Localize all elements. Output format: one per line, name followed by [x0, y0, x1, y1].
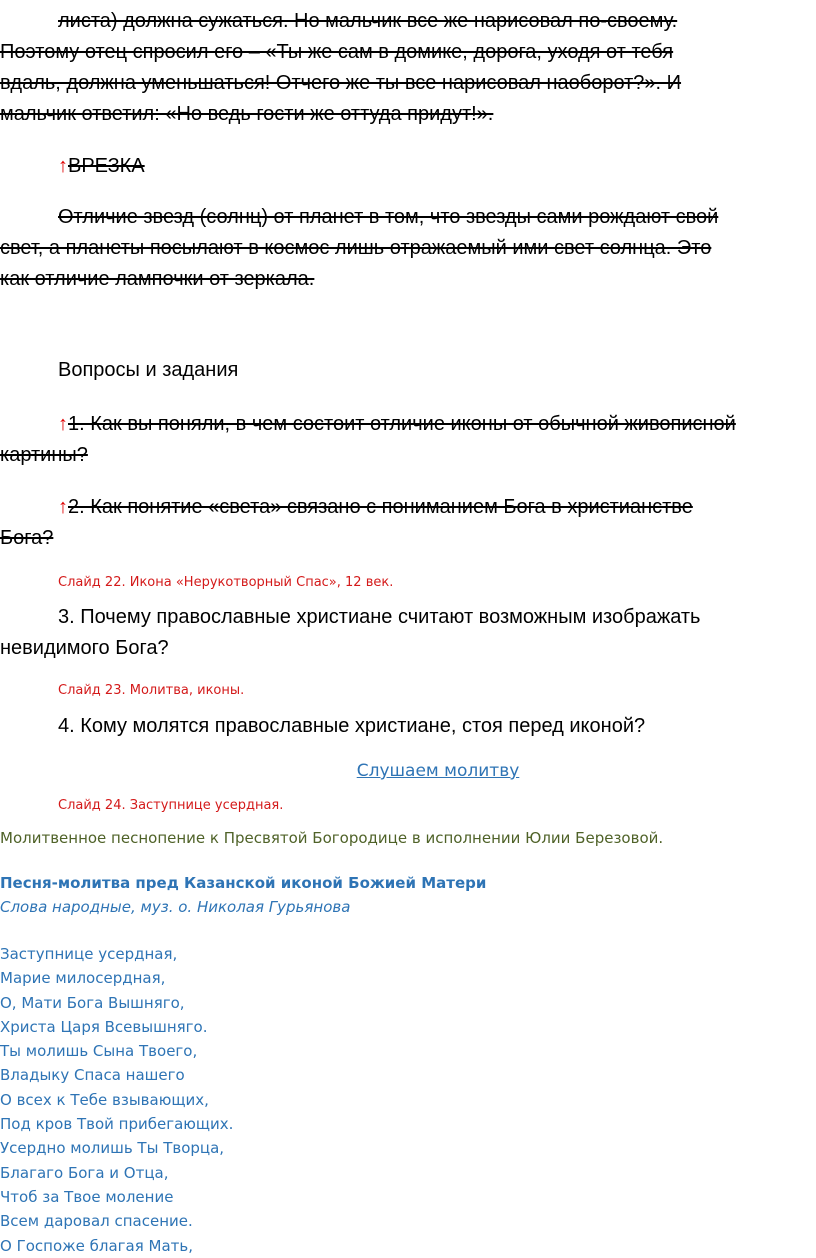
slide-note: Слайд 23. Молитва, иконы. — [58, 683, 245, 698]
text-line: Отличие звезд (солнц) от планет в том, что звезды сами рождают свой — [58, 206, 719, 228]
lyric-line: Под кров Твой прибегающих. — [0, 1115, 234, 1134]
lyric-line: О всех к Тебе взывающих, — [0, 1090, 209, 1109]
question-text: 1. Как вы поняли, в чем состоит отличие иконы от обычной живописной — [68, 413, 736, 435]
text-line: как отличие лампочки от зеркала. — [0, 268, 315, 290]
lyric-line: Заступнице усердная, — [0, 945, 178, 963]
question-3-line-2: невидимого Бога? — [0, 637, 169, 659]
text-line: мальчик ответил: «Но ведь гости же оттуда придут!». — [0, 103, 494, 125]
lyric-line: Всем даровал спасение. — [0, 1212, 193, 1231]
slide-note: Слайд 24. Заступнице усердная. — [58, 798, 284, 813]
question-2-line-2: Бога? — [0, 527, 54, 549]
text-line: вдаль, должна уменьшаться! Отчего же ты все нарисовал наоборот?». И — [0, 72, 682, 94]
song-credits: Слова народные, муз. о. Николая Гурьянова — [0, 898, 351, 916]
text-line: листа) должна сужаться. Но мальчик все же нарисовал по-своему. — [58, 10, 678, 32]
lyric-line: Усердно молишь Ты Творца, — [0, 1139, 225, 1158]
question-1-line-1 — [0, 409, 816, 440]
red-up-arrow-icon: ↑ — [58, 496, 68, 518]
red-up-arrow-icon: ↑ — [58, 155, 68, 177]
listen-prayer-link[interactable]: Слушаем молитву — [356, 761, 520, 781]
song-title: Песня-молитва пред Казанской иконой Божией Матери — [0, 874, 487, 892]
insert-label: ВРЕЗКА — [68, 155, 145, 177]
lyric-line: О, Мати Бога Вышняго, — [0, 993, 185, 1012]
lyric-line: О Госпоже благая Мать, — [0, 1236, 194, 1255]
question-3-line-1: 3. Почему православные христиане считают возможным изображать — [58, 606, 701, 628]
text-line: Поэтому отец спросил его – «Ты же сам в домике, дорога, уходя от тебя — [0, 41, 674, 63]
lyric-line: Ты молишь Сына Твоего, — [0, 1042, 198, 1061]
question-4: 4. Кому молятся православные христиане, стоя перед иконой? — [58, 715, 646, 737]
insert-marker — [58, 151, 145, 182]
slide-note: Слайд 22. Икона «Нерукотворный Спас», 12 век. — [58, 575, 394, 590]
text-line: свет, а планеты посылают в космос лишь отражаемый ими свет солнца. Это — [0, 237, 712, 259]
lyric-line: Христа Царя Всевышняго. — [0, 1017, 208, 1036]
lyric-line: Чтоб за Твое моление — [0, 1187, 174, 1206]
question-1-line-2: картины? — [0, 444, 88, 466]
song-intro: Молитвенное песнопение к Пресвятой Богородице в исполнении Юлии Березовой. — [0, 829, 664, 847]
red-up-arrow-icon: ↑ — [58, 413, 68, 435]
lyric-line: Владыку Спаса нашего — [0, 1066, 185, 1085]
question-text: 2. Как понятие «света» связано с пониманием Бога в христианстве — [68, 496, 693, 518]
question-2-line-1 — [0, 492, 816, 523]
questions-heading: Вопросы и задания — [58, 359, 239, 381]
song-lyrics — [0, 942, 233, 1258]
lyric-line: Марие милосердная, — [0, 969, 166, 988]
lyric-line: Благаго Бога и Отца, — [0, 1163, 169, 1182]
